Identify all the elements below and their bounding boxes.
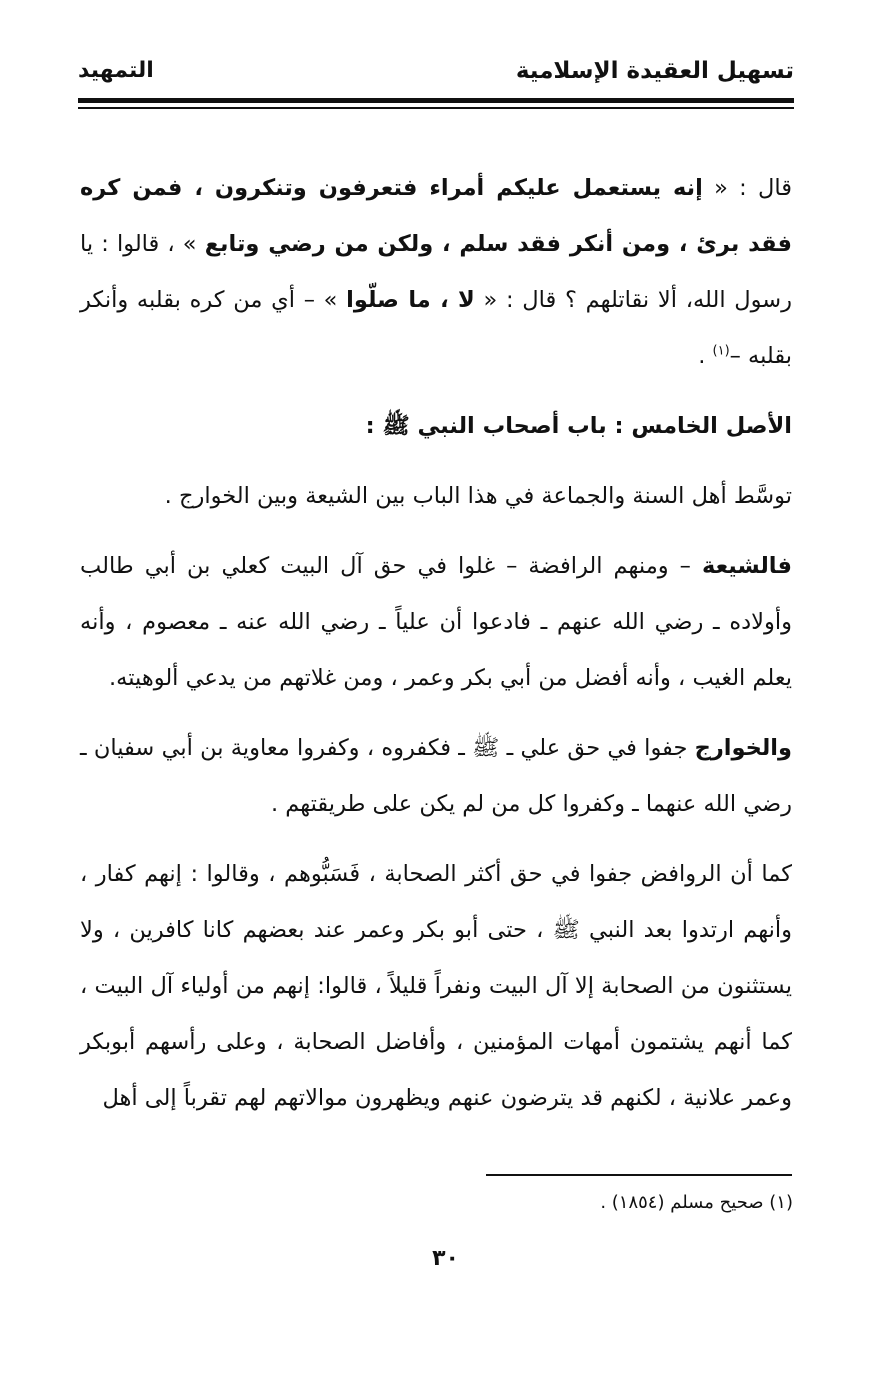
hadith-end: » – أي من كره بقلبه وأنكر بقلبه –	[80, 287, 792, 369]
footnote-number: (١)	[769, 1192, 793, 1213]
footnote-divider	[486, 1174, 792, 1176]
paragraph-shia-text: – ومنهم الرافضة – غلوا في حق آل البيت كعلي بن أبي طالب وأولاده ـ رضي الله عنهم ـ فادعوا أن علياً ـ رضي الله عنه ـ معصوم ، وأنه يعلم الغيب ، وأنه أفضل من أبي بكر وعمر ، ومن غلاتهم من يدعي ألوهيته.	[80, 553, 792, 691]
hadith-quote-2: لا ، ما صلّوا	[346, 287, 475, 313]
footnote-ref[interactable]: (١)	[712, 343, 730, 359]
section-title: التمهيد	[78, 58, 154, 83]
footnote	[600, 1192, 793, 1213]
hadith-intro: قال : «	[702, 175, 793, 201]
paragraph-shia-lead: فالشيعة	[701, 553, 792, 579]
book-title: تسهيل العقيدة الإسلامية	[515, 58, 794, 84]
hadith-quote-1: إنه يستعمل عليكم أمراء فتعرفون وتنكرون ، فمن كره فقد برئ ، ومن أنكر فقد سلم ، ولكن من رضي وتابع	[80, 175, 793, 257]
main-text	[80, 160, 792, 1140]
paragraph-shia	[80, 538, 792, 706]
footnote-text: صحيح مسلم (١٨٥٤) .	[600, 1192, 764, 1213]
hadith-mid: » ، قالوا : يا رسول الله، ألا نقاتلهم ؟ قال : «	[80, 231, 792, 313]
paragraph-khawarij-lead: والخوارج	[694, 735, 792, 761]
section-heading: الأصل الخامس : باب أصحاب النبي ﷺ :	[365, 413, 792, 439]
page-header	[78, 52, 794, 92]
paragraph-intro: توسَّط أهل السنة والجماعة في هذا الباب بين الشيعة وبين الخوارج .	[164, 483, 792, 509]
page-number: ٣٠	[432, 1246, 459, 1271]
paragraph-rawafid: كما أن الروافض جفوا في حق أكثر الصحابة ، فَسَبُّوهم ، وقالوا : إنهم كفار ، وأنهم ارتدوا بعد النبي ﷺ ، حتى أبو بكر وعمر عند بعضهم كانا كافرين ، ولا يستثنون من الصحابة إلا آل البيت ونفراً قليلاً ، قالوا: إنهم من أولياء آل البيت ، كما أنهم يشتمون أمهات المؤمنين ، وأفاضل الصحابة ، وعلى رأسهم أبوبكر وعمر علانية ، لكنهم قد يترضون عنهم ويظهرون موالاتهم لهم تقرباً إلى أهل	[80, 861, 792, 1111]
paragraph-khawarij	[80, 720, 792, 832]
paragraph-khawarij-text: جفوا في حق علي ـ ﷺ ـ فكفروه ، وكفروا معاوية بن أبي سفيان ـ رضي الله عنهما ـ وكفروا كل من لم يكن على طريقتهم .	[80, 735, 792, 817]
hadith-tail: .	[698, 343, 713, 369]
paragraph-hadith	[80, 160, 792, 384]
header-rule-thick	[78, 98, 794, 103]
header-rule-thin	[78, 107, 794, 109]
